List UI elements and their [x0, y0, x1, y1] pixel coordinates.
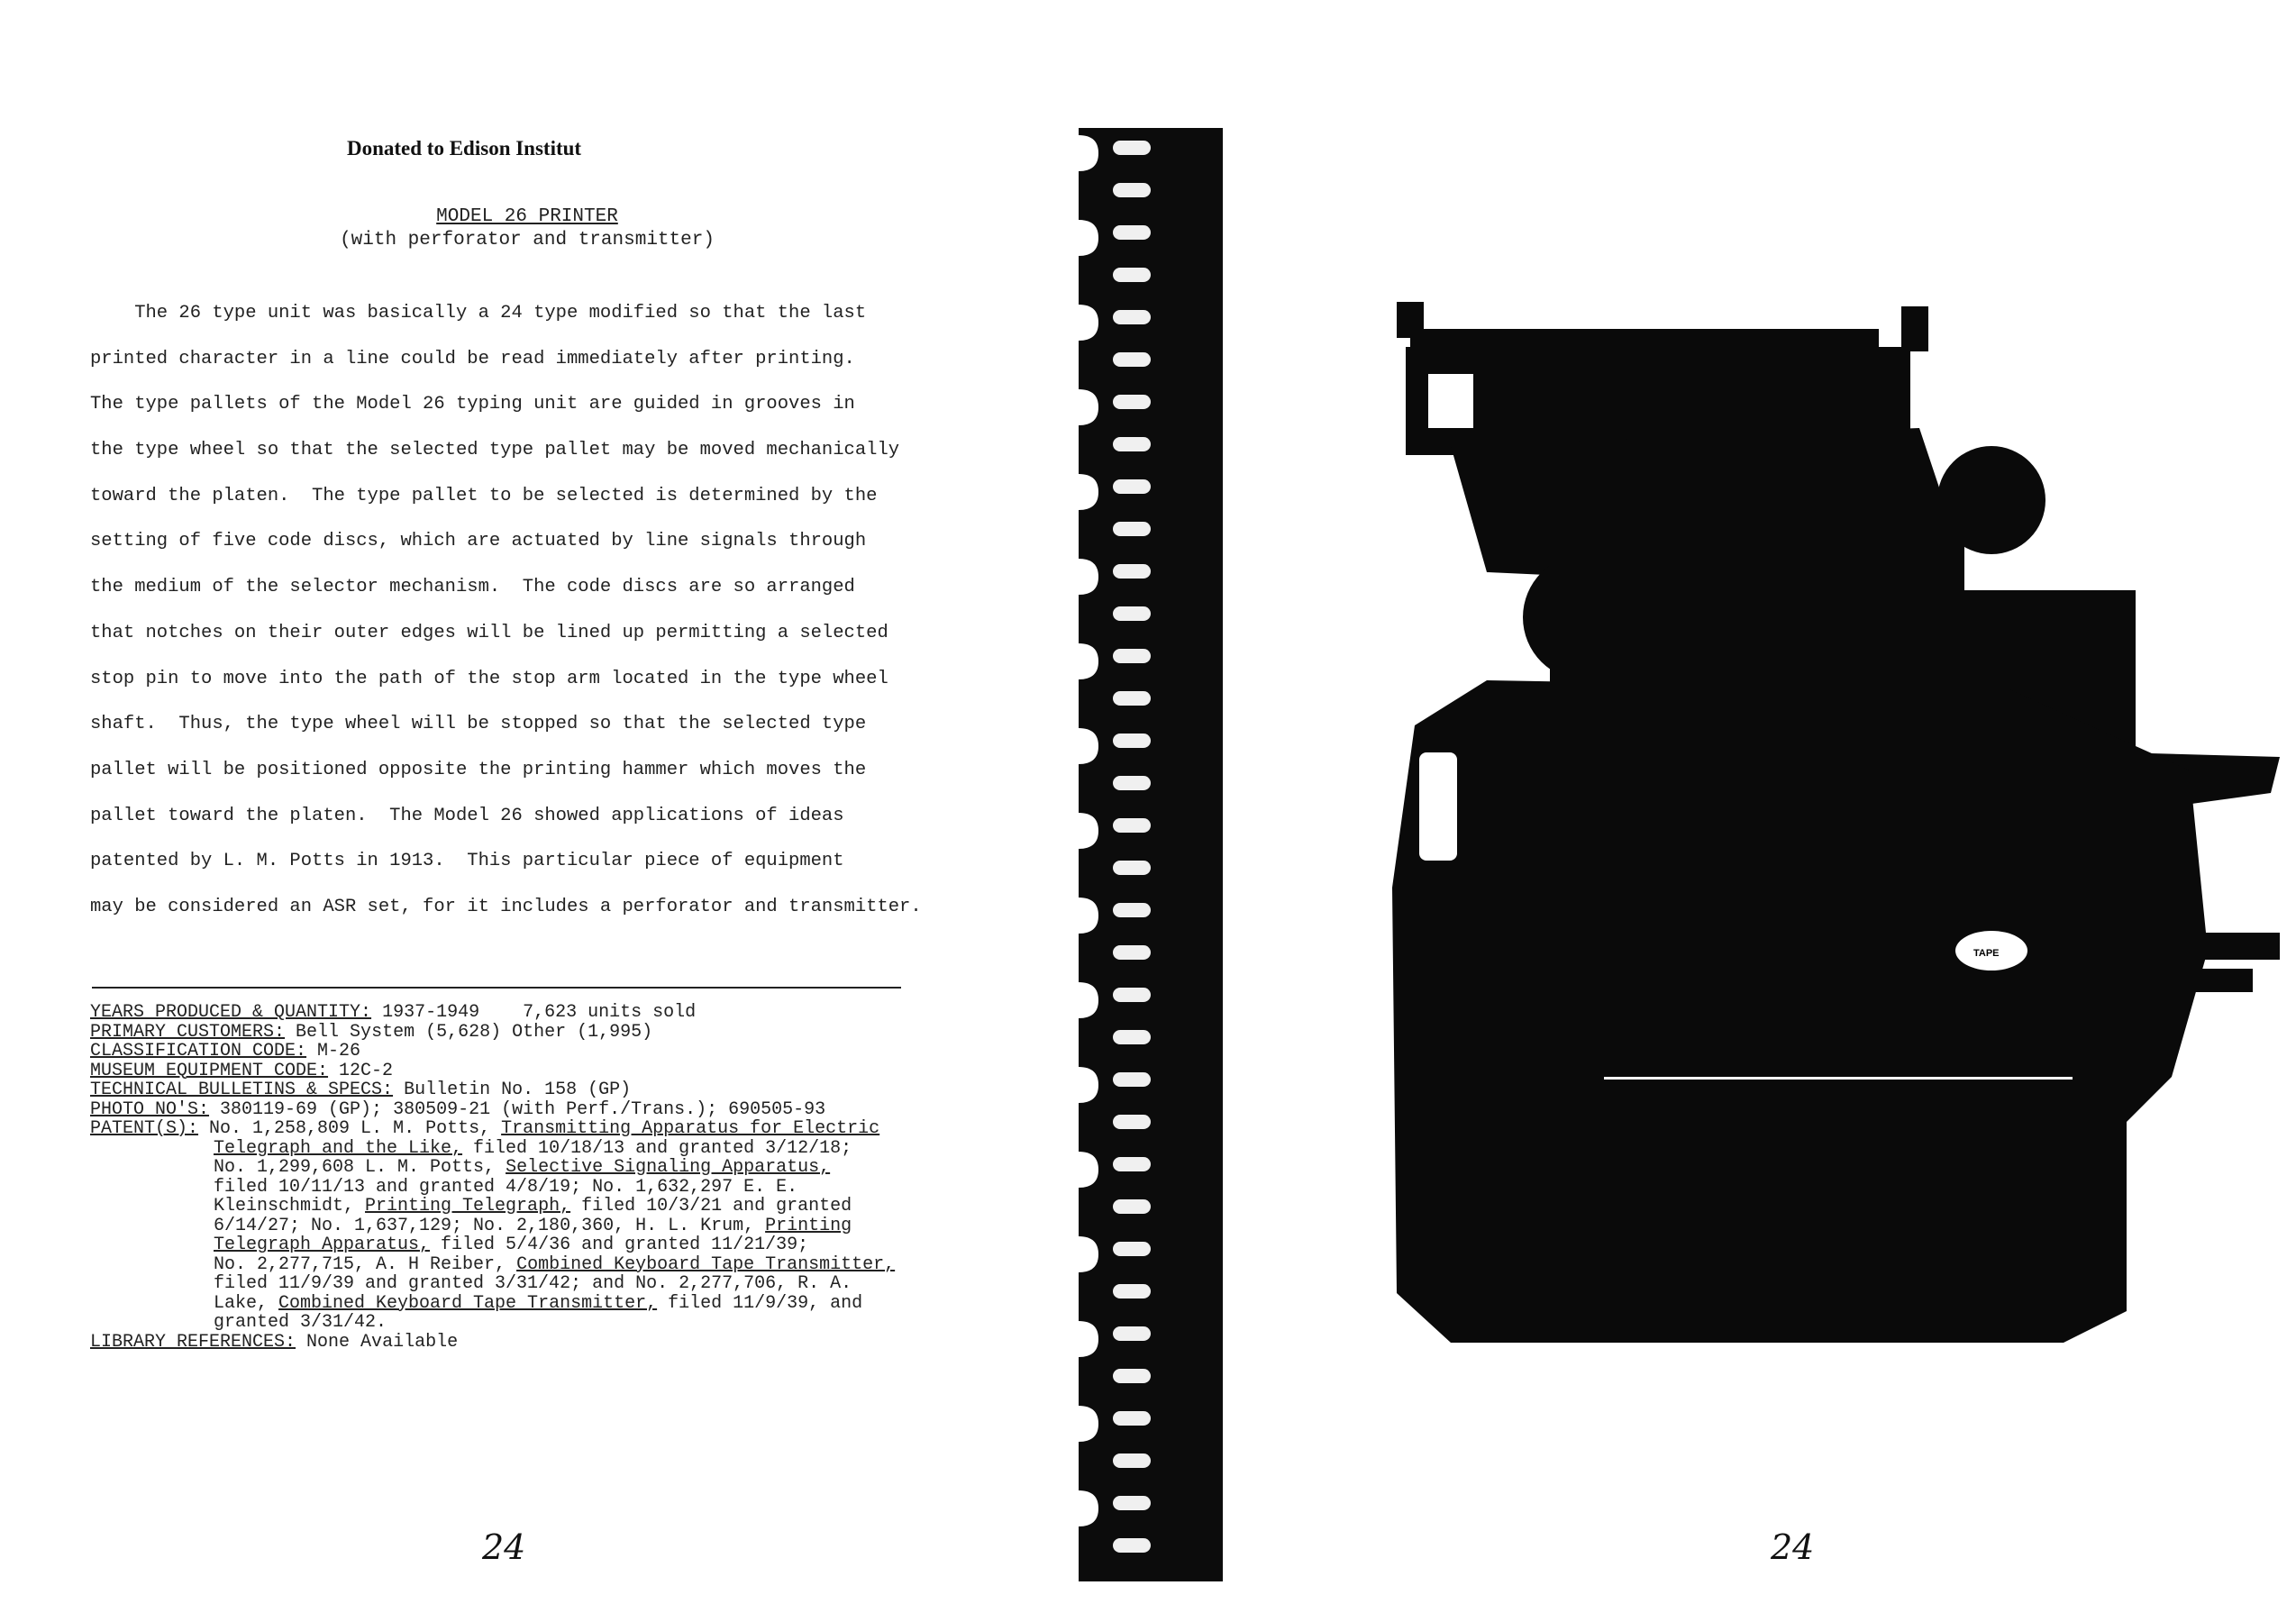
body-line: stop pin to move into the path of the stop arm located in the type wheel	[90, 668, 888, 689]
binding-notch	[1079, 1321, 1098, 1357]
binding-hole	[1113, 1199, 1151, 1214]
years-row	[90, 1003, 955, 1023]
body-line: that notches on their outer edges will be lined up permitting a selected	[90, 622, 888, 643]
binding-hole	[1113, 776, 1151, 790]
section-divider	[92, 987, 901, 989]
binding-hole	[1113, 945, 1151, 960]
patent-title: Telegraph and the Like,	[214, 1137, 463, 1159]
binding-perforations	[1079, 128, 1223, 1581]
photo-label: PHOTO NO'S:	[90, 1098, 210, 1120]
model-subtitle: (with perforator and transmitter)	[340, 230, 715, 251]
binding-strip	[1079, 128, 1223, 1581]
binding-hole	[1113, 141, 1151, 155]
binding-notch	[1079, 389, 1098, 425]
binding-hole	[1113, 1496, 1151, 1510]
bulletins-row	[90, 1080, 955, 1100]
patent-text: 6/14/27; No. 1,637,129; No. 2,180,360, H. L. Krum,	[214, 1215, 766, 1236]
description-body	[90, 296, 955, 935]
binding-hole	[1113, 522, 1151, 536]
binding-hole	[1113, 734, 1151, 748]
patent-text: filed 5/4/36 and granted 11/21/39;	[430, 1235, 809, 1255]
binding-hole	[1113, 606, 1151, 621]
museum-label: MUSEUM EQUIPMENT CODE:	[90, 1060, 329, 1081]
patent-text: No. 1,258,809 L. M. Potts,	[198, 1118, 502, 1139]
patent-line	[90, 1294, 955, 1314]
binding-hole	[1113, 1284, 1151, 1299]
patent-title: Printing Telegraph,	[365, 1196, 571, 1216]
carriage-knob-right	[1901, 306, 1928, 351]
patent-title: Transmitting Apparatus for Electric	[501, 1118, 880, 1139]
patent-title: Selective Signaling Apparatus,	[506, 1157, 831, 1178]
binding-notch	[1079, 728, 1098, 764]
binding-hole	[1113, 1242, 1151, 1256]
binding-hole	[1113, 649, 1151, 663]
library-row	[90, 1333, 955, 1353]
body-line: may be considered an ASR set, for it includes a perforator and transmitter.	[90, 896, 922, 917]
binding-hole	[1113, 903, 1151, 917]
binding-notch	[1079, 982, 1098, 1018]
photo-value: 380119-69 (GP); 380509-21 (with Perf./Trans.); 690505-93	[209, 1098, 826, 1120]
patent-line	[90, 1313, 955, 1333]
patents-label: PATENT(S):	[90, 1118, 199, 1139]
patent-text: filed 11/9/39 and granted 3/31/42; and No. 2,277,706, R. A.	[214, 1273, 852, 1294]
patent-title: Telegraph Apparatus,	[214, 1235, 431, 1255]
patent-text: Lake,	[214, 1292, 279, 1314]
patents-row	[90, 1119, 955, 1139]
years-label: YEARS PRODUCED & QUANTITY:	[90, 1002, 372, 1023]
library-label: LIBRARY REFERENCES:	[90, 1331, 296, 1353]
binding-hole	[1113, 1157, 1151, 1171]
customers-row	[90, 1023, 955, 1043]
binding-notch	[1079, 559, 1098, 595]
binding-hole	[1113, 395, 1151, 409]
body-line: shaft. Thus, the type wheel will be stopped so that the selected type	[90, 714, 867, 735]
tape-label-text: TAPE	[1973, 948, 2000, 959]
transmitter-lever	[2163, 969, 2253, 992]
patent-title: Combined Keyboard Tape Transmitter,	[516, 1253, 896, 1275]
keyboard-edge	[1604, 1077, 2073, 1080]
binding-notch	[1079, 643, 1098, 679]
binding-hole	[1113, 1030, 1151, 1044]
binding-notch	[1079, 1067, 1098, 1103]
patent-line	[90, 1197, 955, 1216]
binding-hole	[1113, 225, 1151, 240]
customers-value: Bell System (5,628) Other (1,995)	[285, 1021, 653, 1043]
transmitter-arm	[2145, 933, 2280, 960]
binding-hole	[1113, 1072, 1151, 1087]
body-line: patented by L. M. Potts in 1913. This particular piece of equipment	[90, 851, 844, 872]
binding-hole	[1113, 1538, 1151, 1553]
binding-hole	[1113, 352, 1151, 367]
patent-line	[90, 1216, 955, 1236]
binding-notch	[1079, 474, 1098, 510]
classification-value: M-26	[306, 1041, 361, 1062]
binding-hole	[1113, 818, 1151, 833]
patent-line	[90, 1139, 955, 1159]
patent-text: granted 3/31/42.	[214, 1312, 387, 1333]
body-line: pallet will be positioned opposite the printing hammer which moves the	[90, 759, 867, 780]
binding-hole	[1113, 861, 1151, 875]
binding-hole	[1113, 437, 1151, 451]
binding-notch	[1079, 898, 1098, 934]
binding-hole	[1113, 310, 1151, 324]
binding-hole	[1113, 1411, 1151, 1426]
patent-title: Printing	[765, 1215, 852, 1236]
patent-text: filed 10/11/13 and granted 4/8/19; No. 1,632,297 E. E.	[214, 1176, 798, 1198]
binding-notch	[1079, 1490, 1098, 1526]
body-line: the type wheel so that the selected type pallet may be moved mechanically	[90, 440, 900, 461]
binding-hole	[1113, 691, 1151, 706]
carriage-knob-left	[1397, 302, 1424, 338]
binding-hole	[1113, 1453, 1151, 1468]
body-line: printed character in a line could be read immediately after printing.	[90, 348, 855, 369]
binding-notch	[1079, 813, 1098, 849]
document-title	[338, 205, 716, 252]
patent-text: No. 2,277,715, A. H Reiber,	[214, 1253, 517, 1275]
binding-hole	[1113, 564, 1151, 579]
photo-row	[90, 1100, 955, 1120]
patent-line	[90, 1158, 955, 1178]
patent-line	[90, 1255, 955, 1275]
binding-hole	[1113, 479, 1151, 494]
model-title: MODEL 26 PRINTER	[436, 206, 618, 227]
body-line: pallet toward the platen. The Model 26 showed applications of ideas	[90, 805, 844, 826]
bulletins-label: TECHNICAL BULLETINS & SPECS:	[90, 1080, 394, 1100]
patent-text: filed 10/18/13 and granted 3/12/18;	[462, 1137, 852, 1159]
donation-header: Donated to Edison Institut	[347, 137, 582, 159]
page-number-right: 24	[1771, 1527, 1815, 1567]
platen-highlight	[1428, 374, 1473, 428]
patent-text: Kleinschmidt,	[214, 1196, 366, 1216]
page-number-left: 24	[482, 1527, 526, 1567]
customers-label: PRIMARY CUSTOMERS:	[90, 1021, 286, 1043]
body-line: The type pallets of the Model 26 typing unit are guided in grooves in	[90, 394, 855, 415]
library-value: None Available	[296, 1331, 459, 1353]
patent-text: filed 11/9/39, and	[657, 1292, 863, 1314]
body-line: the medium of the selector mechanism. The code discs are so arranged	[90, 577, 855, 598]
left-page	[0, 0, 1077, 1622]
binding-hole	[1113, 988, 1151, 1002]
binding-notch	[1079, 1236, 1098, 1272]
binding-hole	[1113, 1326, 1151, 1341]
binding-hole	[1113, 1115, 1151, 1129]
binding-notch	[1079, 220, 1098, 256]
code-dial-face	[1419, 752, 1457, 861]
base-cabinet	[1392, 680, 2208, 1343]
binding-hole	[1113, 183, 1151, 197]
patent-line	[90, 1178, 955, 1198]
binding-notch	[1079, 135, 1098, 171]
binding-notch	[1079, 1406, 1098, 1442]
patent-line	[90, 1235, 955, 1255]
patent-line	[90, 1274, 955, 1294]
binding-notch	[1079, 305, 1098, 341]
patent-text: No. 1,299,608 L. M. Potts,	[214, 1157, 506, 1178]
bulletins-value: Bulletin No. 158 (GP)	[393, 1080, 632, 1100]
body-line: toward the platen. The type pallet to be selected is determined by the	[90, 485, 878, 506]
museum-row	[90, 1062, 955, 1081]
teletype-printer-photo	[1379, 302, 2296, 1347]
metadata-block	[90, 1003, 955, 1352]
years-value: 1937-1949 7,623 units sold	[371, 1002, 697, 1023]
body-line: The 26 type unit was basically a 24 type modified so that the last	[90, 303, 867, 323]
body-line: setting of five code discs, which are actuated by line signals through	[90, 531, 867, 552]
classification-label: CLASSIFICATION CODE:	[90, 1041, 307, 1062]
patent-title: Combined Keyboard Tape Transmitter,	[278, 1292, 658, 1314]
patent-text: filed 10/3/21 and granted	[570, 1196, 852, 1216]
binding-hole	[1113, 1369, 1151, 1383]
museum-value: 12C-2	[328, 1060, 394, 1081]
binding-notch	[1079, 1152, 1098, 1188]
binding-hole	[1113, 268, 1151, 282]
classification-row	[90, 1042, 955, 1062]
